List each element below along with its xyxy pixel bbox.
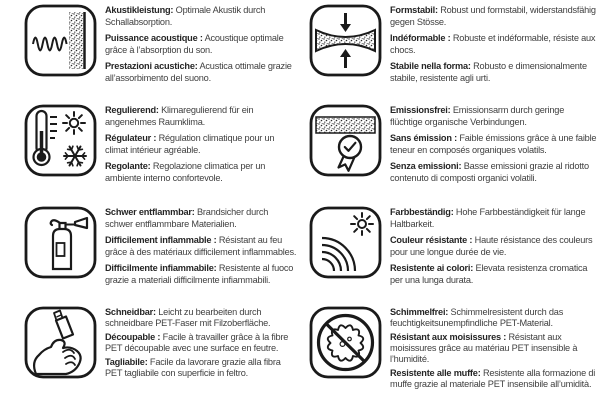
feature-climate-regulating xyxy=(0,100,300,202)
feature-text xyxy=(390,205,600,291)
lang-fr: Puissance acoustique : Acoustique optimale grâce à l’absorption du son. xyxy=(105,33,284,55)
feature-shape-stability xyxy=(300,0,600,100)
feature-cuttable xyxy=(0,304,300,400)
lang-de: Regulierend: Klimaregulierend für ein angenehmes Raumklima. xyxy=(105,105,254,127)
feature-text xyxy=(105,205,300,291)
lang-fr: Sans émission : Faible émissions grâce à une faible teneur en composés organiques volatils. xyxy=(390,133,597,155)
lang-it: Difficilmente infiammabile: Resistente al fuoco grazie a materiali difficilmente infiammabili. xyxy=(105,263,294,285)
feature-flame-retardant xyxy=(0,202,300,304)
fire-extinguisher-icon xyxy=(23,205,98,280)
thermometer-sun-snowflake-icon xyxy=(23,103,98,178)
lang-de: Schimmelfrei: Schimmelresistent durch das feuchtigkeitsunempfindliche PET-Material. xyxy=(390,307,564,328)
lang-de: Farbbeständig: Hohe Farbbeständigkeit für lange Haltbarkeit. xyxy=(390,207,586,229)
lang-fr: Découpable : Facile à travailler grâce à la fibre PET découpable avec une surface en feutre. xyxy=(105,332,289,353)
lang-de: Schwer entflammbar: Brandsicher durch schwer entflammbare Materialien. xyxy=(105,207,269,229)
sound-absorption-icon xyxy=(23,3,98,78)
feature-emission-free xyxy=(300,100,600,202)
feature-text xyxy=(390,103,600,189)
rainbow-sun-icon xyxy=(308,205,383,280)
lang-it: Tagliabile: Facile da lavorare grazie alla fibra PET tagliabile con superficie in feltro. xyxy=(105,357,281,378)
feature-acoustic-performance xyxy=(0,0,300,100)
lang-it: Resistente ai colori: Elevata resistenza cromatica per una lunga durata. xyxy=(390,263,588,285)
lang-de: Emissionsfrei: Emissionsarm durch geringe flüchtige organische Verbindungen. xyxy=(390,105,565,127)
lang-it: Senza emissioni: Basse emissioni grazie al ridotto contenuto di composti organici volatili. xyxy=(390,161,589,183)
compression-arrows-icon xyxy=(308,3,383,78)
lang-fr: Indéformable : Robuste et indéformable, résiste aux chocs. xyxy=(390,33,596,55)
feature-mold-free xyxy=(300,304,600,400)
lang-it: Prestazioni acustiche: Acustica ottimale grazie all’assorbimento del suono. xyxy=(105,61,292,83)
feature-text xyxy=(105,305,300,382)
lang-de: Schneidbar: Leicht zu bearbeiten durch schneidbare PET-Faser mit Filzoberfläche. xyxy=(105,307,271,328)
feature-colorfast xyxy=(300,202,600,304)
no-mold-icon xyxy=(308,305,383,380)
lang-it: Stabile nella forma: Robusto e dimensionalmente stabile, resistente agli urti. xyxy=(390,61,587,83)
lang-fr: Régulateur : Régulation climatique pour un climat intérieur agréable. xyxy=(105,133,275,155)
lang-fr: Couleur résistante : Haute résistance des couleurs pour une longue durée de vie. xyxy=(390,235,593,257)
feature-text xyxy=(390,305,600,393)
certified-material-badge-icon xyxy=(308,103,383,178)
lang-it: Regolante: Regolazione climatica per un ambiente interno confortevole. xyxy=(105,161,266,183)
feature-text xyxy=(105,3,300,89)
lang-fr: Difficilement inflammable : Résistant au feu grâce à des matériaux difficilement inflammables. xyxy=(105,235,297,257)
lang-fr: Résistant aux moisissures : Résistant aux moisissures grâce au matériau PET insensible à l’humidité. xyxy=(390,332,578,364)
hand-cutter-icon xyxy=(23,305,98,380)
lang-it: Resistente alle muffe: Resistente alla formazione di muffe grazie al materiale PET insensibile all’umidità. xyxy=(390,368,596,389)
feature-text xyxy=(105,103,300,189)
lang-de: Akustikleistung: Optimale Akustik durch Schallabsorption. xyxy=(105,5,266,27)
lang-de: Formstabil: Robust und formstabil, widerstandsfähig gegen Stösse. xyxy=(390,5,596,27)
feature-text xyxy=(390,3,600,89)
